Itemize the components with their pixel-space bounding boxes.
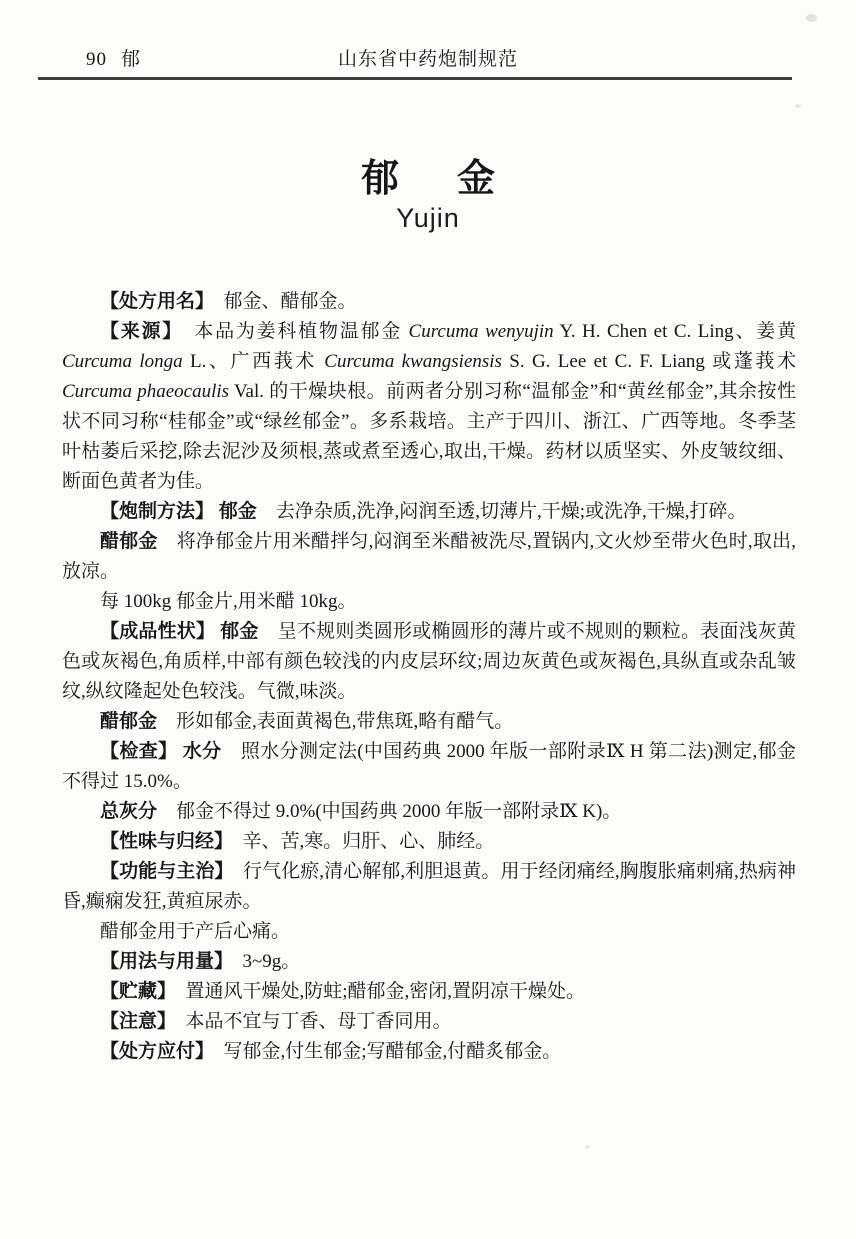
text-run: 醋郁金用于产后心痛。 <box>100 921 291 942</box>
text-run: 辛、苦,寒。归肝、心、肺经。 <box>223 831 495 852</box>
section-label: 【炮制方法】 <box>100 501 215 522</box>
section-label: 【检查】 <box>100 741 178 762</box>
section-label: 【来源】 <box>100 321 174 342</box>
text-run: 3~9g。 <box>223 951 301 972</box>
latin-botanical-name: Curcuma phaeocaulis <box>62 381 230 402</box>
paragraph-source <box>62 317 796 497</box>
text-run: 去净杂质,洗净,闷润至透,切薄片,干燥;或洗净,干燥,打碎。 <box>256 501 747 522</box>
text-run: 郁金、醋郁金。 <box>204 291 357 312</box>
paragraph-dosage <box>62 947 796 977</box>
latin-botanical-name: Curcuma kwangsiensis <box>324 351 502 372</box>
text-run: 形如郁金,表面黄褐色,带焦斑,略有醋气。 <box>157 711 514 732</box>
document-body <box>62 287 796 1067</box>
text-run: 郁金不得过 9.0%(中国药典 2000 年版一部附录Ⅸ K)。 <box>157 801 622 822</box>
paragraph-vinegar-yujin-characters <box>62 707 796 737</box>
section-label: 【成品性状】 <box>100 621 216 642</box>
section-index-char: 郁 <box>121 49 142 70</box>
running-head-book-title: 山东省中药炮制规范 <box>337 49 518 70</box>
scan-speck <box>585 1145 590 1149</box>
paragraph-prescription-dispensing <box>62 1037 796 1067</box>
latin-botanical-name: Curcuma wenyujin <box>408 321 554 342</box>
paragraph-vinegar-ratio <box>62 587 796 617</box>
text-run: 行气化瘀,清心解郁,利胆退黄。用于经闭痛经,胸腹胀痛刺痛,热病神昏,癫痫发狂,黄疸尿赤。 <box>62 861 796 912</box>
monograph-title-pinyin: Yujin <box>396 203 460 233</box>
text-run: 呈不规则类圆形或椭圆形的薄片或不规则的颗粒。表面浅灰黄色或灰褐色,角质样,中部有颜色较浅的内皮层环纹;周边灰黄色或灰褐色,具纵直或杂乱皱纹,纵纹隆起处色较浅。气微,味淡。 <box>62 621 796 702</box>
scan-speck <box>795 104 801 108</box>
section-label: 【用法与用量】 <box>100 951 224 972</box>
paragraph-vinegar-yujin-processing <box>62 527 796 587</box>
text-run: 置通风干燥处,防蛀;醋郁金,密闭,置阴凉干燥处。 <box>166 981 586 1002</box>
text-run: 本品为姜科植物温郁金 <box>173 321 409 342</box>
text-run: 写郁金,付生郁金;写醋郁金,付醋炙郁金。 <box>204 1041 562 1062</box>
title-char-2: 金 <box>457 158 496 200</box>
latin-botanical-name: Curcuma longa <box>62 351 183 372</box>
section-label: 【功能与主治】 <box>100 861 224 882</box>
scan-speck <box>806 14 817 22</box>
section-label: 醋郁金 <box>100 711 158 732</box>
paragraph-finished-product-characters <box>62 617 796 707</box>
paragraph-vinegar-yujin-indication <box>62 917 796 947</box>
paragraph-caution <box>62 1007 796 1037</box>
section-label: 郁金 <box>220 621 259 642</box>
paragraph-storage <box>62 977 796 1007</box>
text-run: L.、广西莪术 <box>182 351 325 372</box>
text-run: Val. 的干燥块根。前两者分别习称“温郁金”和“黄丝郁金”,其余按性状不同习称“桂郁金”或“绿丝郁金”。多系栽培。主产于四川、浙江、广西等地。冬季茎叶枯萎后采挖,除去泥沙及须根,蒸或煮至透心,取出,干燥。药材以质坚实、外皮皱纹细、断面色黄者为佳。 <box>62 381 796 492</box>
section-label: 【处方应付】 <box>100 1041 205 1062</box>
section-label: 【注意】 <box>100 1011 167 1032</box>
text-run: 每 100kg 郁金片,用米醋 10kg。 <box>100 591 357 612</box>
text-run: Y. H. Chen et C. Ling、姜黄 <box>553 321 796 342</box>
text-run: S. G. Lee et C. F. Liang 或蓬莪术 <box>501 351 797 372</box>
section-label: 【性味与归经】 <box>100 831 224 852</box>
page-number: 90 <box>86 49 107 70</box>
paragraph-prescription-names <box>62 287 796 317</box>
section-label: 【处方用名】 <box>100 291 205 312</box>
header-rule <box>38 77 792 80</box>
text-run: 将净郁金片用米醋拌匀,闷润至米醋被洗尽,置锅内,文火炒至带火色时,取出,放凉。 <box>62 531 796 582</box>
text-run: 照水分测定法(中国药典 2000 年版一部附录Ⅸ H 第二法)测定,郁金不得过 15.0%。 <box>62 741 796 792</box>
monograph-title-chinese <box>0 158 856 200</box>
paragraph-function-indication <box>62 857 796 917</box>
paragraph-inspection-total-ash <box>62 797 796 827</box>
title-char-1: 郁 <box>360 158 399 200</box>
section-label: 水分 <box>182 741 222 762</box>
section-label: 总灰分 <box>100 801 158 822</box>
section-label: 醋郁金 <box>100 531 158 552</box>
paragraph-processing-method <box>62 497 796 527</box>
paragraph-property-meridian <box>62 827 796 857</box>
section-label: 【贮藏】 <box>100 981 167 1002</box>
section-label: 郁金 <box>218 501 257 522</box>
paragraph-inspection-moisture <box>62 737 796 797</box>
text-run: 本品不宜与丁香、母丁香同用。 <box>166 1011 452 1032</box>
